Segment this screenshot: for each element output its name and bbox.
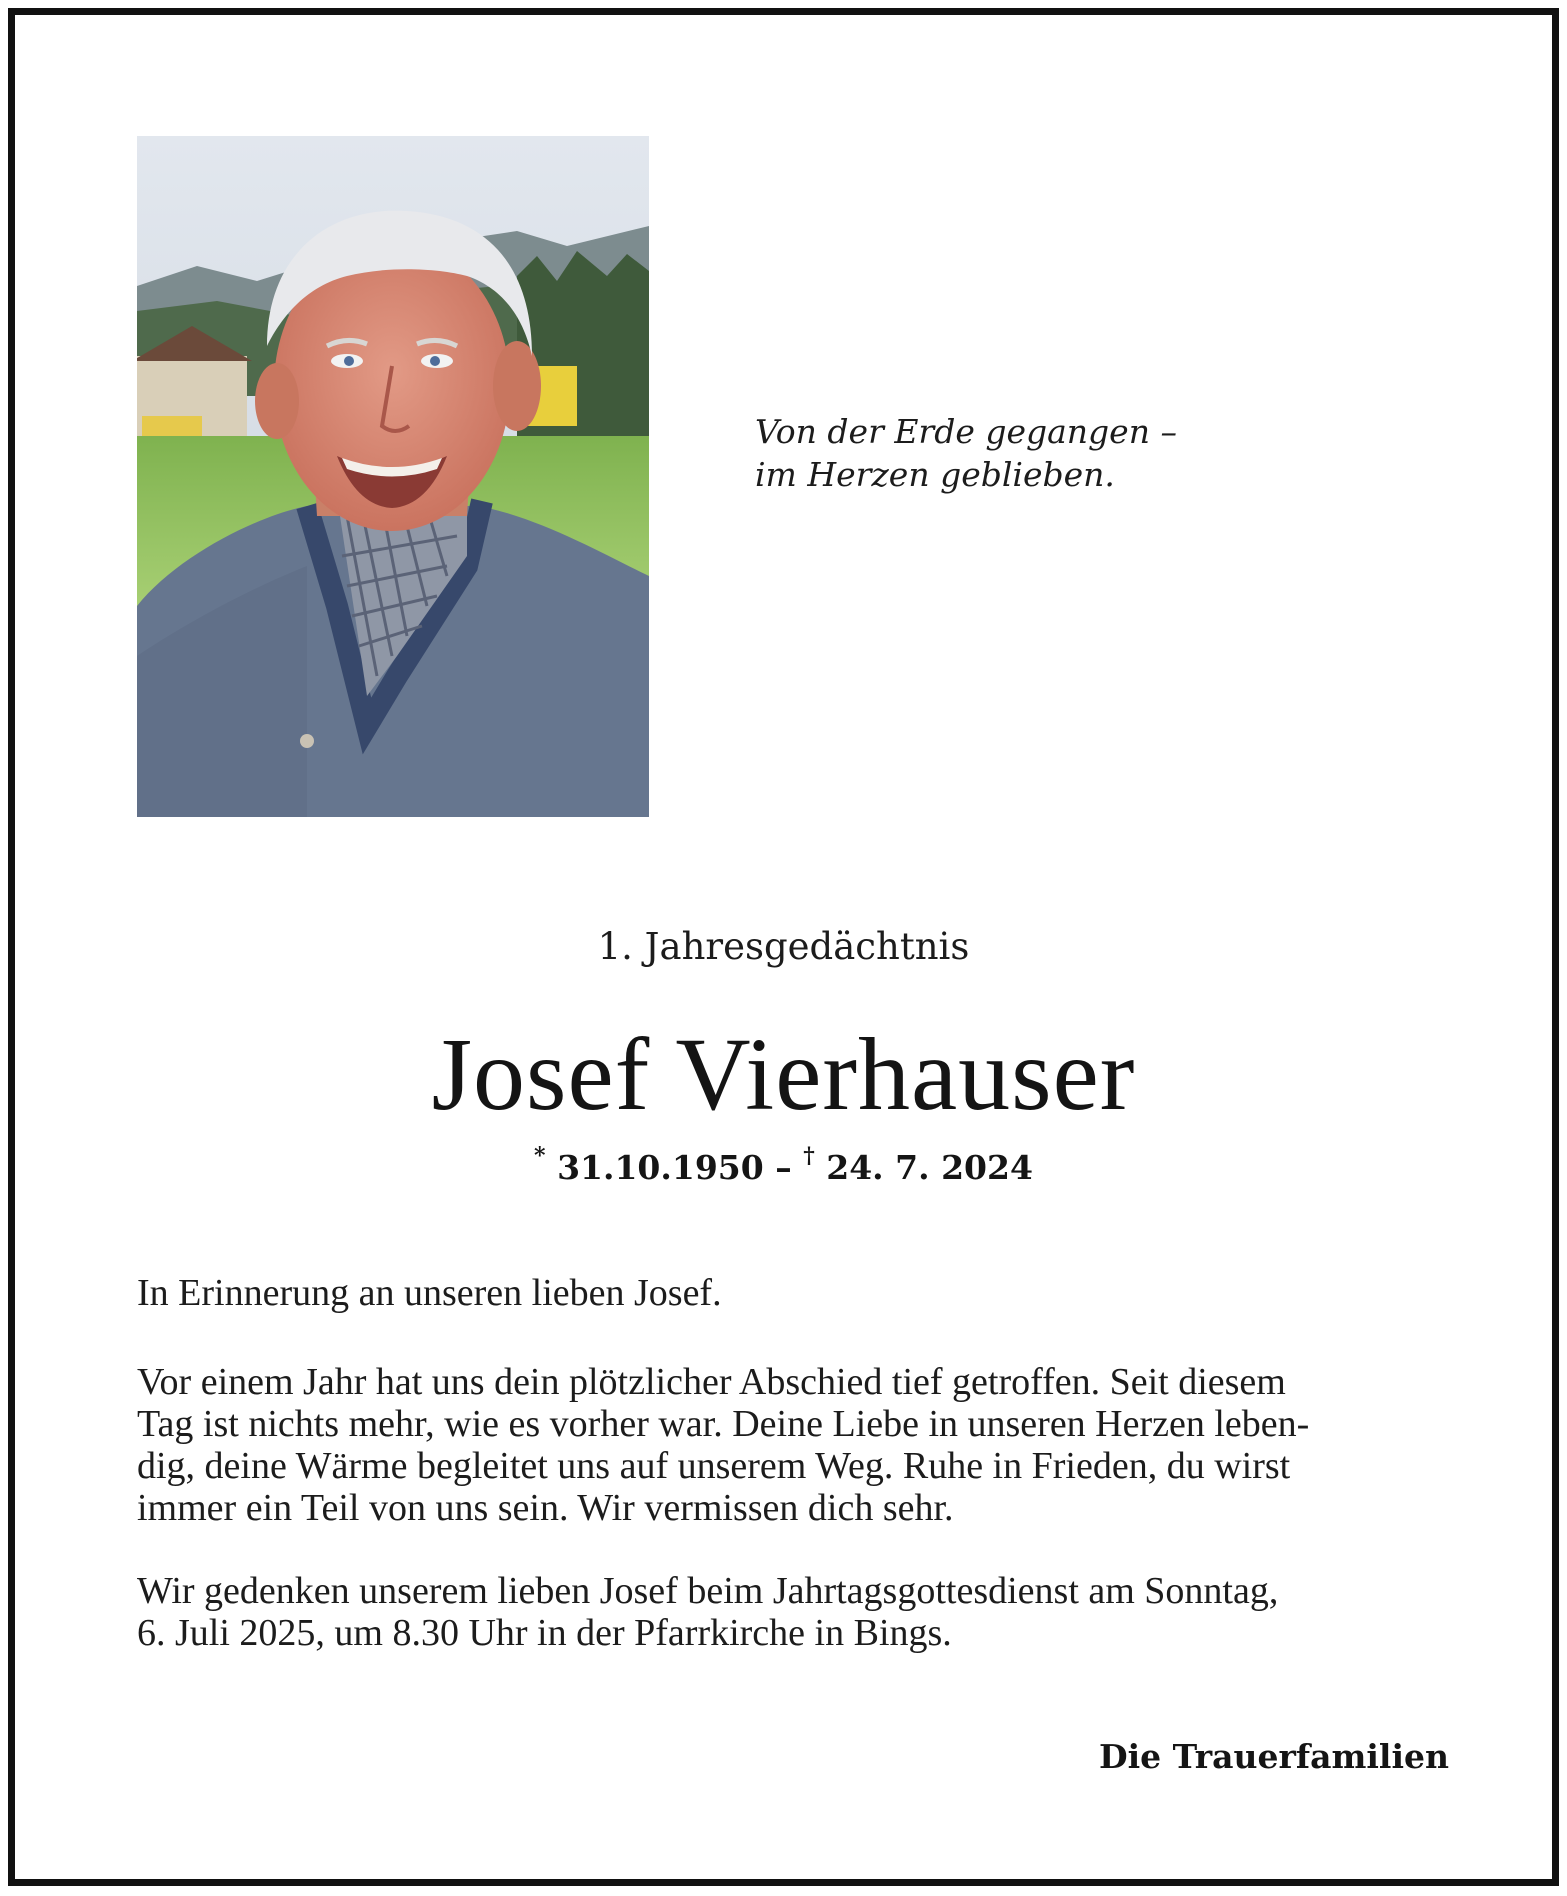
birth-date: 31.10.1950 — [557, 1148, 764, 1187]
motto-line: Von der Erde gegangen – — [755, 412, 1177, 451]
death-symbol: † — [803, 1143, 815, 1169]
deceased-name: Josef Vierhauser — [431, 1017, 1136, 1132]
birth-symbol: * — [534, 1143, 546, 1169]
text-line: 6. Juli 2025, um 8.30 Uhr in der Pfarrkirche in Bings. — [137, 1612, 952, 1654]
paragraph-service — [137, 1570, 1457, 1654]
text-line: dig, deine Wärme begleitet uns auf unserem Weg. Ruhe in Frieden, du wirst — [137, 1445, 1291, 1487]
anniversary-heading: 1. Jahresgedächtnis — [597, 925, 970, 968]
motto-quote — [755, 410, 1275, 496]
obituary-frame — [8, 8, 1559, 1886]
text-line: Wir gedenken unserem lieben Josef beim Jahrtagsgottesdienst am Sonntag, — [137, 1570, 1279, 1612]
life-dates — [15, 1143, 1552, 1187]
text-line: Tag ist nichts mehr, wie es vorher war. Deine Liebe in unseren Herzen leben- — [137, 1403, 1310, 1445]
text-line: Vor einem Jahr hat uns dein plötzlicher Abschied tief getroffen. Seit diesem — [137, 1361, 1286, 1403]
text-line: In Erinnerung an unseren lieben Josef. — [137, 1272, 722, 1314]
paragraph-message — [137, 1361, 1457, 1529]
motto-line: im Herzen geblieben. — [755, 455, 1115, 494]
signature: Die Trauerfamilien — [1098, 1737, 1449, 1776]
paragraph-remembrance — [137, 1272, 1457, 1314]
text-line: immer ein Teil von uns sein. Wir vermissen dich sehr. — [137, 1487, 954, 1529]
date-dash: – — [775, 1148, 792, 1187]
death-date: 24. 7. 2024 — [826, 1148, 1033, 1187]
portrait-photo — [137, 136, 649, 817]
